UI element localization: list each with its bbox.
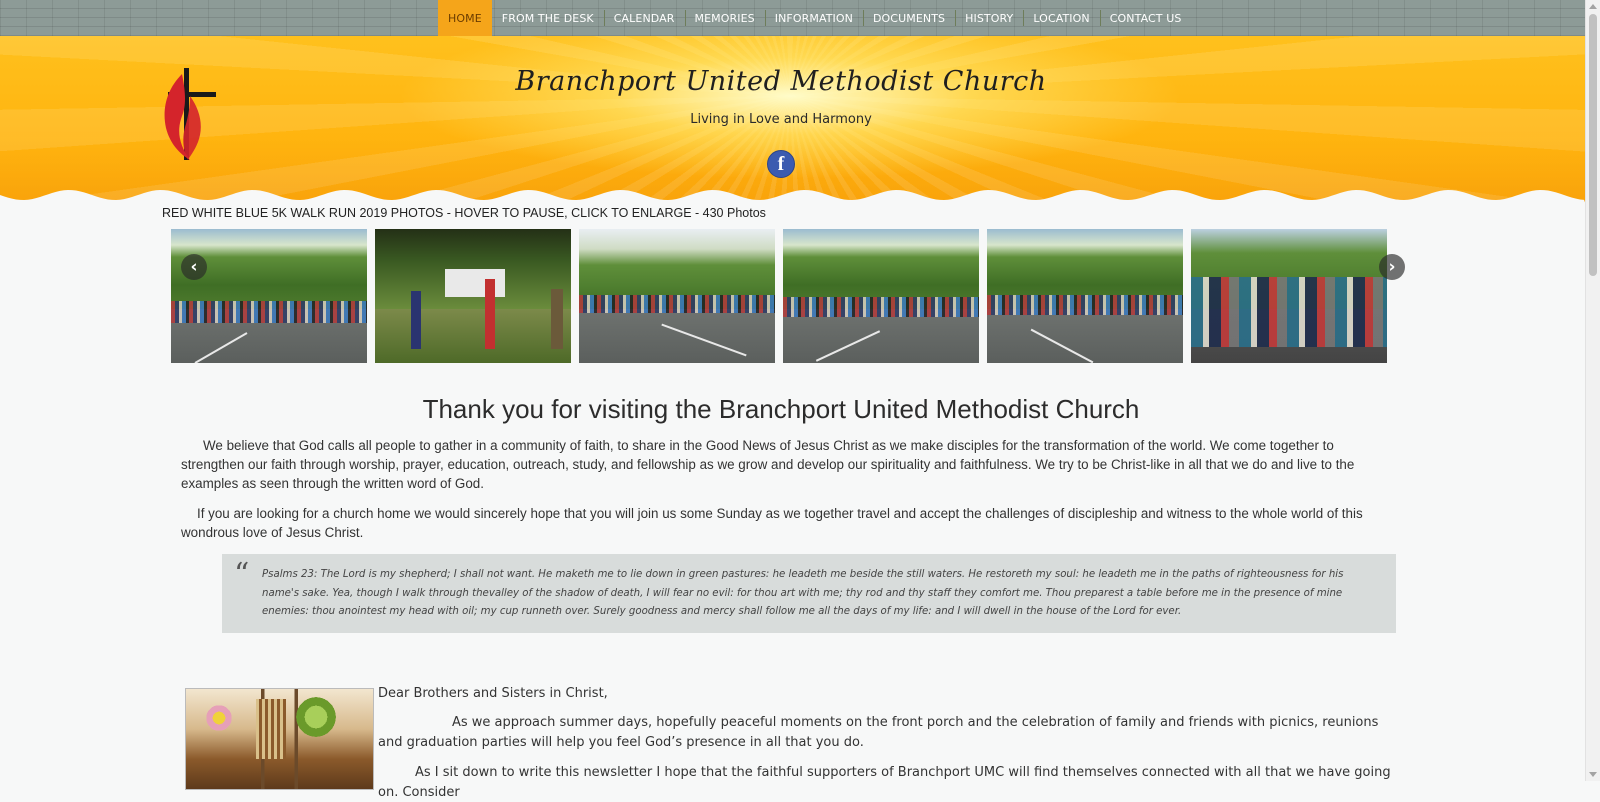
- church-altar-photo: [185, 688, 374, 790]
- nav-item-from-the-desk[interactable]: FROM THE DESK: [501, 12, 594, 25]
- gallery-photo[interactable]: [987, 229, 1183, 363]
- welcome-paragraph: If you are looking for a church home we would sincerely hope that you will join us some Sunday as we together travel and accept the challenges of discipleship and witness to the whole world of this wondrous love of Jesus Christ.: [181, 506, 1363, 540]
- nav-item-information[interactable]: INFORMATION: [765, 0, 863, 36]
- photo-carousel[interactable]: [171, 229, 1409, 363]
- intro-paragraph: We believe that God calls all people to gather in a community of faith, to share in the Good News of Jesus Christ as we make disciples for the transformation of the world. We come together to strengthen our faith through worship, prayer, education, outreach, study, and fellowship as we grow and develop our spirituality and faithfulness. We try to be Christ-like in all that we do and live to the examples as seen through the written word of God.: [181, 438, 1355, 491]
- letter-greeting: Dear Brothers and Sisters in Christ,: [378, 686, 608, 701]
- psalm-quote-text: Psalms 23: The Lord is my shepherd; I shall not want. He maketh me to lie down in green pastures: he leadeth me beside the still waters. He restoreth my soul: he leadeth me in the paths of righteousness for his name's sake. Yea, though I walk through thevalley of the shadow of death, I will fear no evil: for thou art with me; thy rod and thy staff they comfort me. Thou preparest a table before me in the presence of mine enemies: thou anointest my head with oil; my cup runneth over. Surely goodness and mercy shall follow me all the days of my life: and I will dwell in the house of the Lord for ever.: [262, 569, 1344, 617]
- gallery-photo[interactable]: [783, 229, 979, 363]
- top-navigation-bar: [0, 0, 1586, 37]
- nav-menu: [438, 0, 1191, 36]
- facebook-icon[interactable]: f: [767, 150, 795, 178]
- nav-item-calendar[interactable]: CALENDAR: [604, 0, 685, 36]
- quote-icon: “: [234, 557, 250, 592]
- nav-item-location[interactable]: LOCATION: [1023, 0, 1099, 36]
- scrollbar-thumb[interactable]: [1589, 14, 1597, 276]
- site-title: Branchport United Methodist Church: [515, 66, 1047, 97]
- gallery-photo[interactable]: [171, 229, 367, 363]
- scroll-down-icon[interactable]: [1589, 772, 1597, 777]
- page-heading: Thank you for visiting the Branchport United Methodist Church: [422, 394, 1140, 424]
- gallery-photo[interactable]: [1191, 229, 1387, 363]
- page-scrollbar[interactable]: [1585, 0, 1600, 781]
- nav-item-history[interactable]: HISTORY: [955, 0, 1023, 36]
- header-banner: [0, 36, 1586, 204]
- chevron-left-icon[interactable]: ‹: [181, 254, 207, 280]
- nav-item-memories[interactable]: MEMORIES: [685, 0, 765, 36]
- nav-item-documents[interactable]: DOCUMENTS: [863, 0, 955, 36]
- scroll-up-icon[interactable]: [1589, 4, 1597, 9]
- chevron-right-icon[interactable]: ›: [1379, 254, 1405, 280]
- letter-paragraph-2: As I sit down to write this newsletter I hope that the faithful supporters of Branchport UMC will find themselves connected with all that we have going on. Consider: [378, 765, 1391, 800]
- letter-paragraph: As we approach summer days, hopefully peaceful moments on the front porch and the celebration of family and friends with picnics, reunions and graduation parties will help you feel God’s presence in all that you do.: [378, 715, 1379, 750]
- nav-item-contact-us[interactable]: CONTACT US: [1100, 0, 1192, 36]
- site-tagline: Living in Love and Harmony: [690, 112, 872, 127]
- banner-wave-divider: [0, 183, 1586, 205]
- gallery-photo[interactable]: [375, 229, 571, 363]
- nav-item-home[interactable]: HOME: [438, 0, 492, 36]
- gallery-title: RED WHITE BLUE 5K WALK RUN 2019 PHOTOS - HOVER TO PAUSE, CLICK TO ENLARGE - 430 Photos: [162, 206, 766, 220]
- gallery-photo[interactable]: [579, 229, 775, 363]
- scripture-blockquote: [222, 554, 1396, 633]
